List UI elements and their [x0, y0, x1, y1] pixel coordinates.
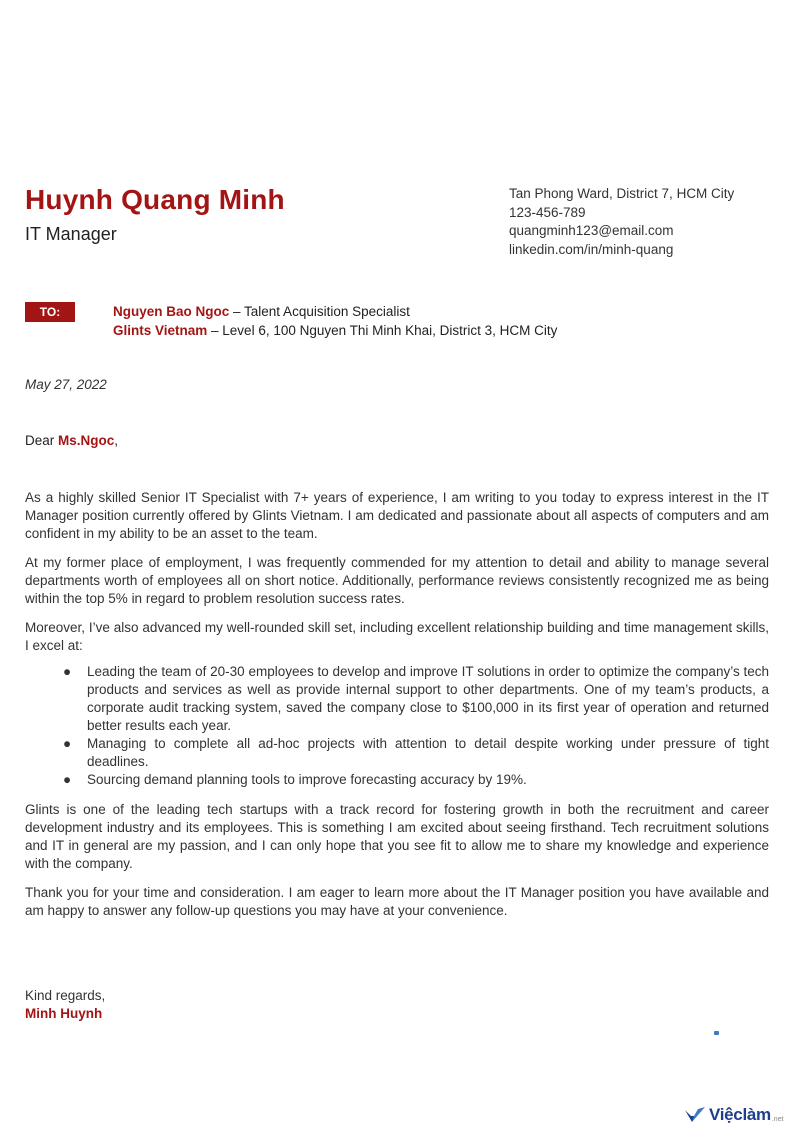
- recipient-company: Glints Vietnam: [113, 323, 208, 338]
- salutation: [25, 433, 118, 448]
- checkmark-logo-icon: [684, 1106, 706, 1124]
- recipient-role: – Talent Acquisition Specialist: [229, 304, 410, 319]
- bullet-icon: ●: [63, 736, 72, 751]
- skills-list-item: [25, 771, 769, 789]
- recipient-name: Nguyen Bao Ngoc: [113, 304, 230, 319]
- bullet-icon: ●: [63, 772, 72, 787]
- contact-email: quangminh123@email.com: [509, 223, 674, 238]
- letter-body: [25, 489, 769, 931]
- body-paragraph-1: As a highly skilled Senior IT Specialist with 7+ years of experience, I am writing to you today to express interest in the IT Manager position currently offered by Glints Vietnam. I am dedicated and passionate about all aspects of computers and am confident in my ability to be an asset to the team.: [25, 490, 769, 541]
- skills-list-item: [25, 663, 769, 735]
- body-paragraph-4: Glints is one of the leading tech startups with a track record for fostering growth in both the recruitment and career development industry and its employees. This is something I am excited about seeing firsthand. Tech recruitment solutions and IT in general are my passion, and I can only hope that you see fit to allow me to share my knowledge and experience with the company.: [25, 802, 769, 871]
- contact-phone: 123-456-789: [509, 204, 586, 220]
- recipient-line-1: [113, 302, 557, 321]
- recipient-line-2: [113, 321, 557, 340]
- salutation-prefix: Dear: [25, 433, 59, 448]
- header-name: Huynh Quang Minh: [25, 184, 285, 215]
- skills-list-item-text: Managing to complete all ad-hoc projects with attention to detail despite working under pressure of tight deadlines.: [87, 736, 769, 769]
- body-paragraph-2: At my former place of employment, I was frequently commended for my attention to detail and ability to manage several departments worth of employees all on short notice. Additionally, performance reviews consistently recognized me as being within the top 5% in regard to problem resolution success rates.: [25, 555, 769, 606]
- closing-regards: Kind regards,: [25, 988, 106, 1003]
- watermark-suffix: .net: [771, 1115, 784, 1123]
- letter-date: May 27, 2022: [25, 377, 107, 392]
- signature-name: Minh Huynh: [25, 1006, 103, 1021]
- recipient-address: – Level 6, 100 Nguyen Thi Minh Khai, District 3, HCM City: [207, 323, 558, 338]
- body-paragraph-3: Moreover, I’ve also advanced my well-rounded skill set, including excellent relationship building and time management skills, I excel at:: [25, 620, 769, 653]
- contact-linkedin: linkedin.com/in/minh-quang: [509, 241, 674, 257]
- skills-list-item: [25, 735, 769, 771]
- header-job-title: IT Manager: [25, 224, 117, 244]
- recipient-block: [113, 302, 557, 340]
- to-badge: TO:: [25, 302, 75, 322]
- salutation-name: Ms.Ngoc: [58, 433, 115, 448]
- body-paragraph-5: Thank you for your time and consideration. I am eager to learn more about the IT Manager position you have available and am happy to answer any follow-up questions you may have at your convenience.: [25, 885, 769, 918]
- contact-block: [509, 185, 734, 259]
- watermark-logo: [684, 1104, 784, 1126]
- skills-list-item-text: Leading the team of 20-30 employees to develop and improve IT solutions in order to optimize the company’s tech products and services as well as provide internal support to other departments. One of my team’s products, a corporate audit tracking system, saved the company close to $100,000 in its first year of operation and returned better results each year.: [87, 664, 769, 733]
- closing-block: [25, 987, 105, 1023]
- decorative-mark: [714, 1031, 719, 1035]
- contact-address: Tan Phong Ward, District 7, HCM City: [509, 186, 735, 201]
- bullet-icon: ●: [63, 664, 72, 679]
- skills-list: [25, 663, 769, 789]
- salutation-suffix: ,: [114, 433, 119, 448]
- skills-list-item-text: Sourcing demand planning tools to improve forecasting accuracy by 19%.: [87, 772, 527, 787]
- watermark-brand: Việclàm: [709, 1105, 771, 1124]
